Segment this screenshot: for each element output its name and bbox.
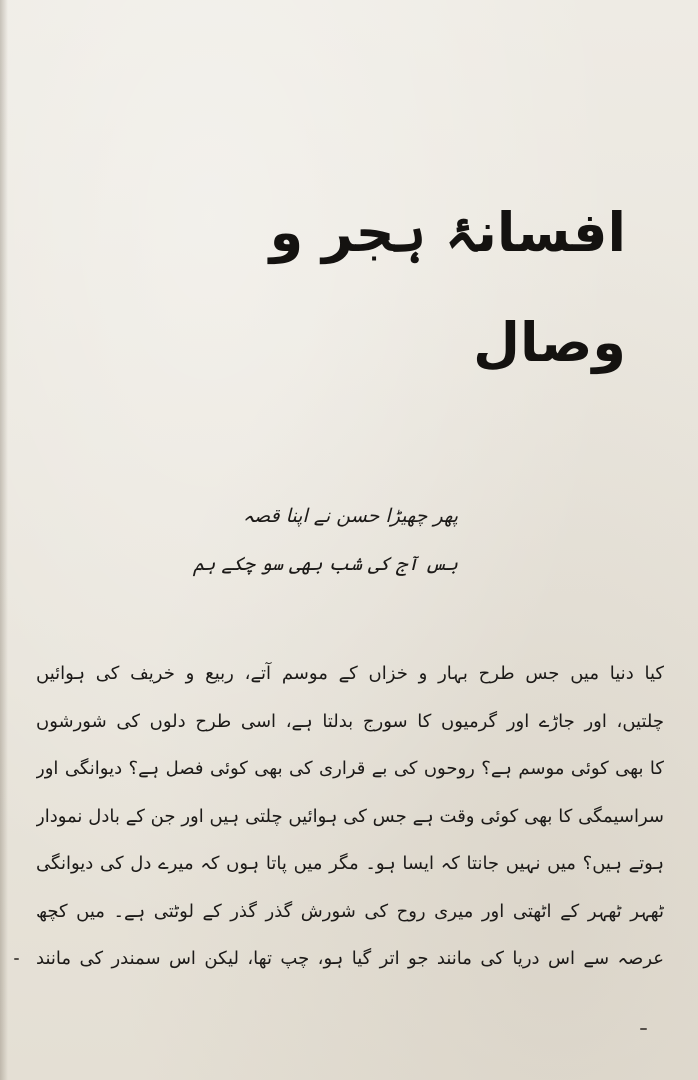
body-line: سراسیمگی کا بھی کوئی وقت ہے جس کی ہوائیں چلتی ہیں اور جن کے بادل نمودار [36,805,664,827]
epigraph-line-2: بس آج کی شب بھی سو چکے ہم [193,553,458,575]
epigraph-line-1: پھر چھیڑا حسن نے اپنا قصہ [242,505,458,527]
body-line: ٹھہر ٹھہر کے اٹھتی اور میری روح کی شورش گذر گذر کے لوٹتی ہے۔ میں کچھ [36,900,664,922]
chapter-title: افسانۂ ہجر و وصال [269,201,626,374]
ink-speck [14,958,19,960]
body-line: کا بھی کوئی موسم ہے؟ روحوں کی بے قراری کی بھی کوئی فصل ہے؟ دیوانگی اور [36,758,664,779]
body-line: عرصہ سے اس دریا کی مانند جو اتر گیا ہو، چپ تھا، لیکن اس سمندر کی مانند [36,948,664,969]
body-line: کیا دنیا میں جس طرح بہار و خزاں کے موسم آتے، ربیع و خریف کی ہوائیں [36,663,664,684]
page-edge-shadow [0,0,8,1080]
body-line: ہوتے ہیں؟ میں نہیں جانتا کہ ایسا ہو۔ مگر میں پاتا ہوں کہ میرے دل کی دیوانگی [36,853,664,874]
epigraph-couplet [158,492,458,588]
ink-speck [640,1028,647,1030]
body-line: چلتیں، اور جاڑے اور گرمیوں کا سورج بدلتا ہے، اسی طرح دلوں کی شورشوں [36,710,664,732]
body-paragraph [36,650,664,983]
